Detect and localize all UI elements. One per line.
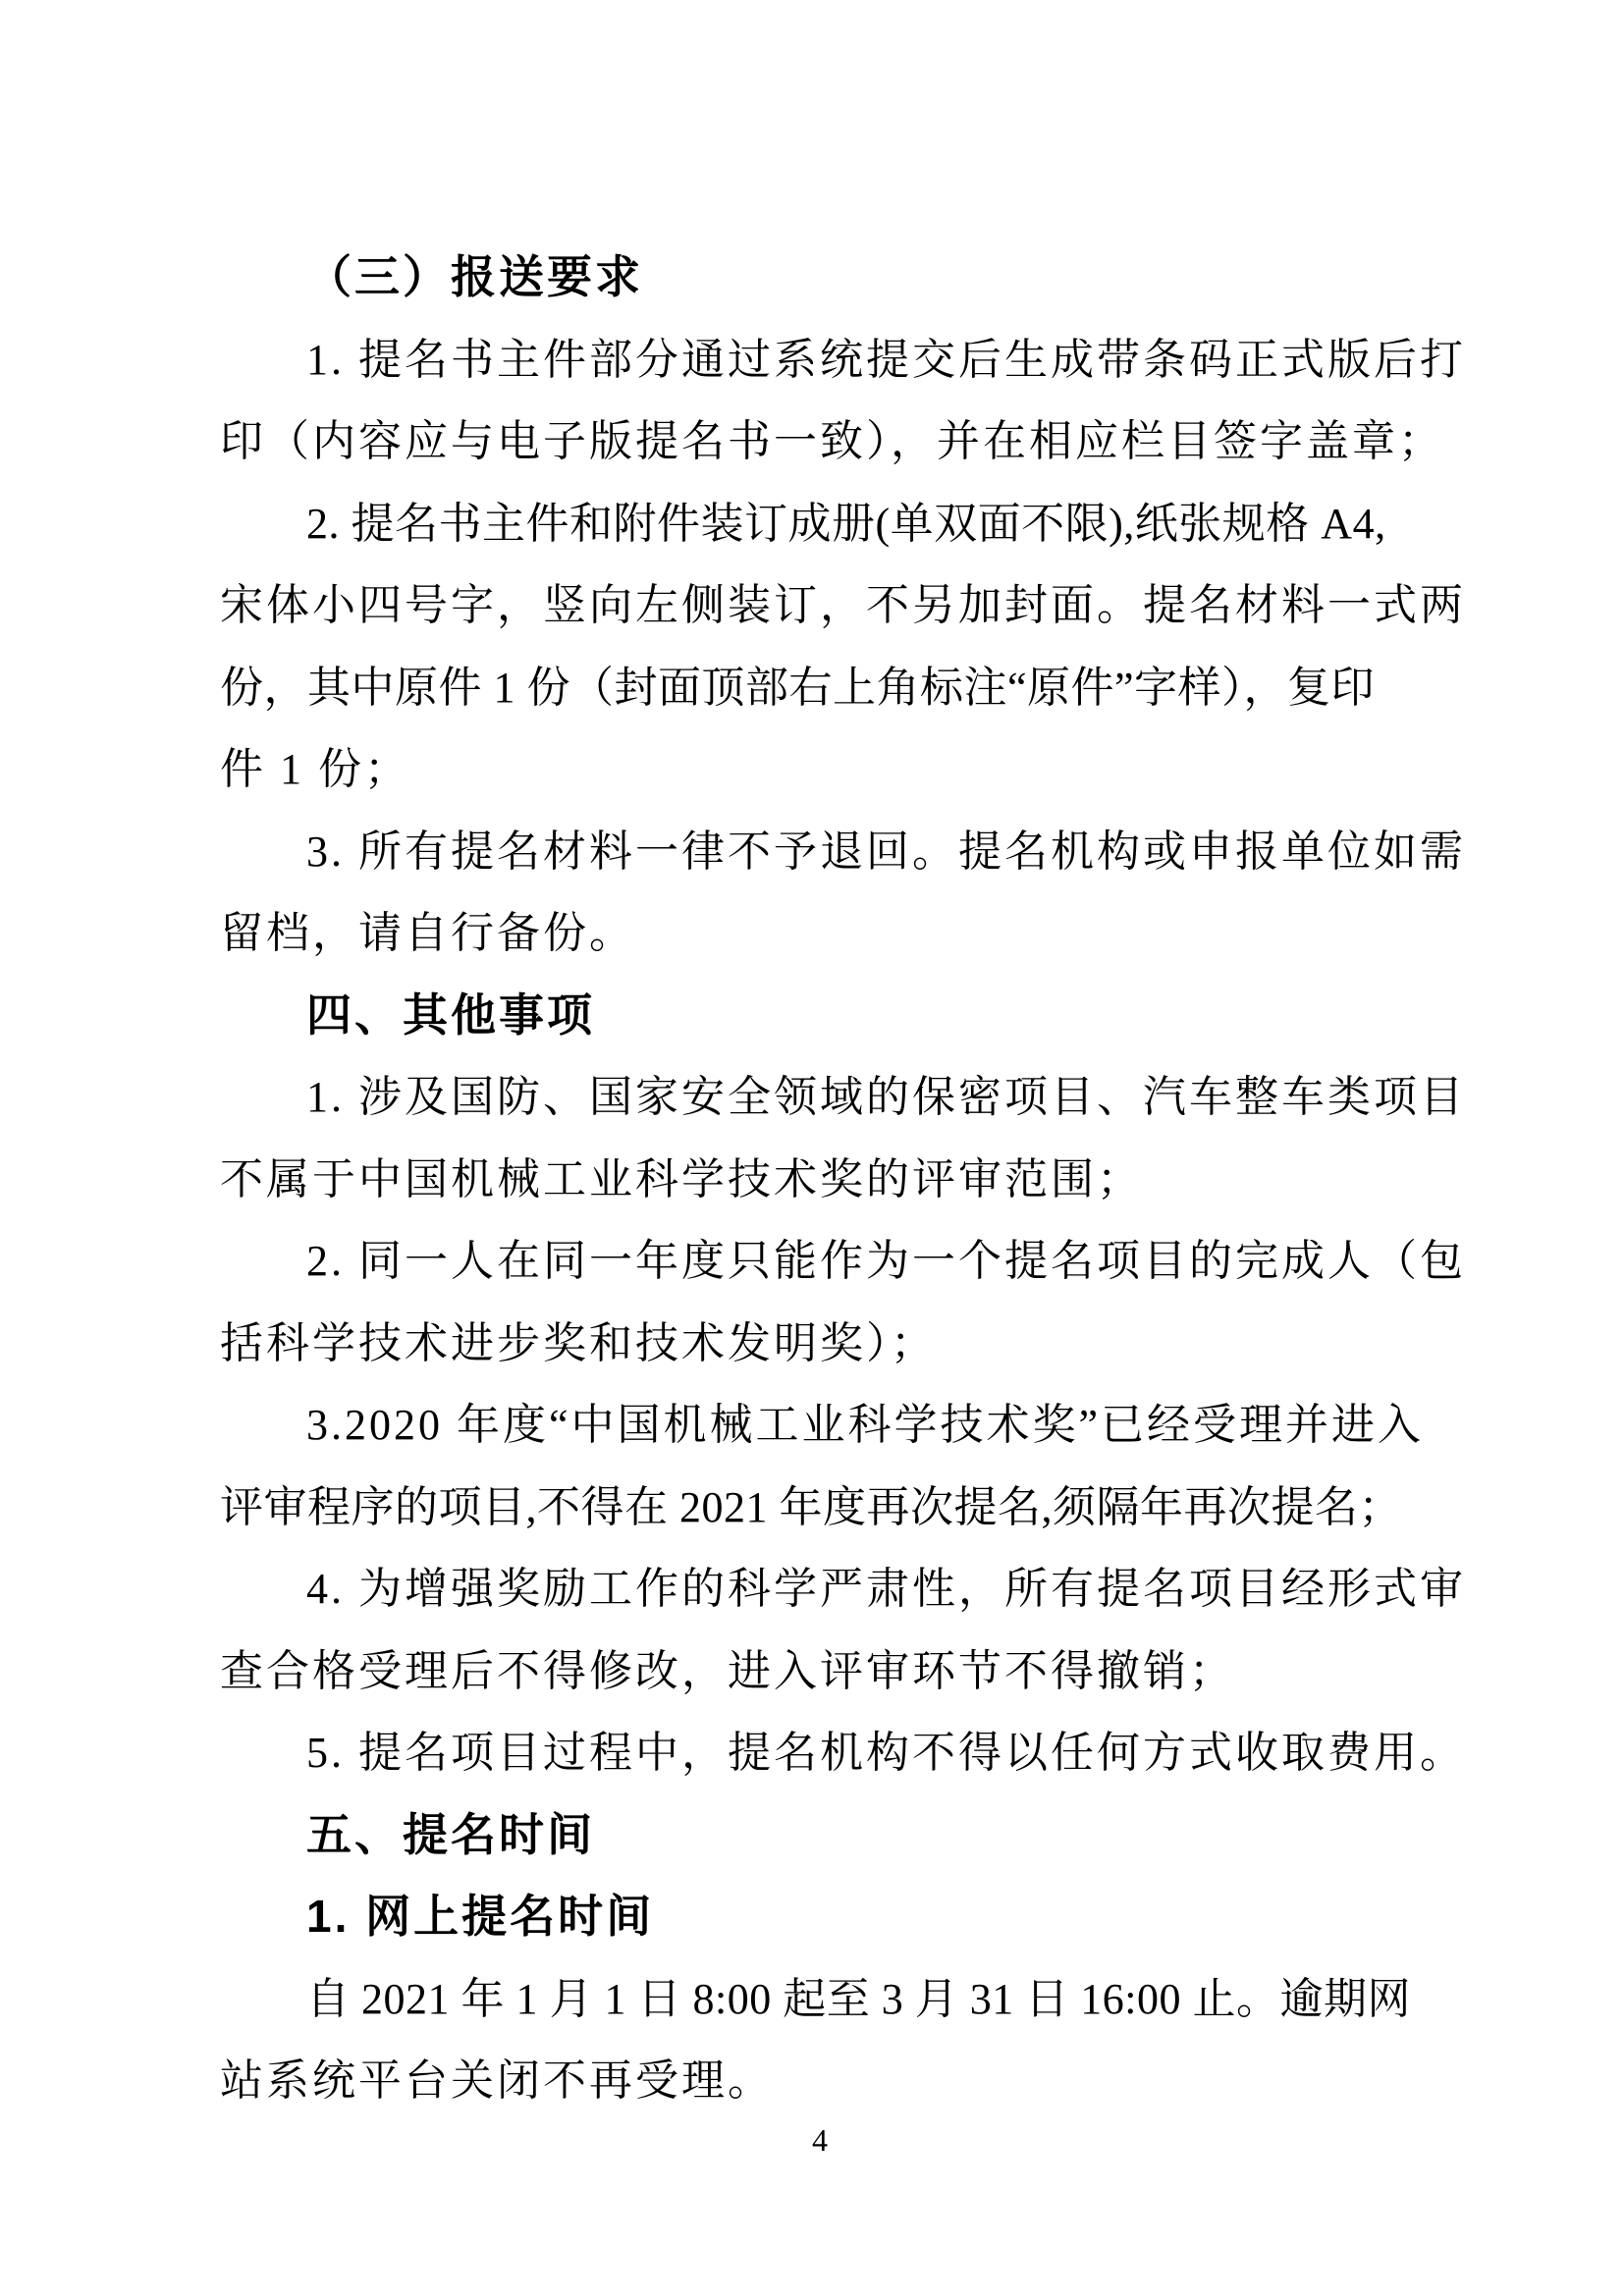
body-line: 件 1 份； [220, 745, 410, 793]
body-line: 查合格受理后不得修改，进入评审环节不得撤销； [220, 1646, 1235, 1695]
heading-section-three: （三）报送要求 [306, 252, 643, 302]
body-line: 4. 为增强奖励工作的科学严肃性，所有提名项目经形式审 [306, 1565, 1466, 1613]
body-line: 站系统平台关闭不再受理。 [220, 2056, 774, 2105]
body-line: 不属于中国机械工业科学技术奖的评审范围； [220, 1154, 1143, 1203]
body-line: 份，其中原件 1 份（封面顶部右上角标注“原件”字样），复印 [220, 663, 1376, 712]
body-line: 自 2021 年 1 月 1 日 8:00 起至 3 月 31 日 16:00 止。逾期网 [306, 1974, 1411, 2023]
body-line: 留档，请自行备份。 [220, 909, 635, 957]
body-line: 3. 所有提名材料一律不予退回。提名机构或申报单位如需 [306, 827, 1466, 876]
body-line: 括科学技术进步奖和技术发明奖）； [220, 1318, 937, 1367]
body-line: 3.2020 年度“中国机械工业科学技术奖”已经受理并进入 [306, 1401, 1425, 1449]
text-block [220, 237, 1466, 2122]
body-line: 评审程序的项目,不得在 2021 年度再次提名,须隔年再次提名； [220, 1482, 1402, 1531]
body-line: 5. 提名项目过程中，提名机构不得以任何方式收取费用。 [306, 1729, 1466, 1777]
page-number: 4 [812, 2122, 828, 2158]
subheading-online-nomination-time: 1. 网上提名时间 [306, 1891, 655, 1942]
body-line: 1. 提名书主件部分通过系统提交后生成带条码正式版后打 [306, 335, 1466, 384]
body-line: 1. 涉及国防、国家安全领域的保密项目、汽车整车类项目 [306, 1073, 1466, 1121]
body-line: 宋体小四号字，竖向左侧装订，不另加封面。提名材料一式两 [220, 581, 1466, 629]
heading-section-four: 四、其他事项 [306, 988, 595, 1041]
heading-section-five: 五、提名时间 [306, 1808, 595, 1860]
body-line: 2. 提名书主件和附件装订成册(单双面不限),纸张规格 A4, [306, 499, 1386, 548]
body-line: 印（内容应与电子版提名书一致），并在相应栏目签字盖章； [220, 417, 1444, 465]
body-line: 2. 同一人在同一年度只能作为一个提名项目的完成人（包 [306, 1237, 1466, 1285]
